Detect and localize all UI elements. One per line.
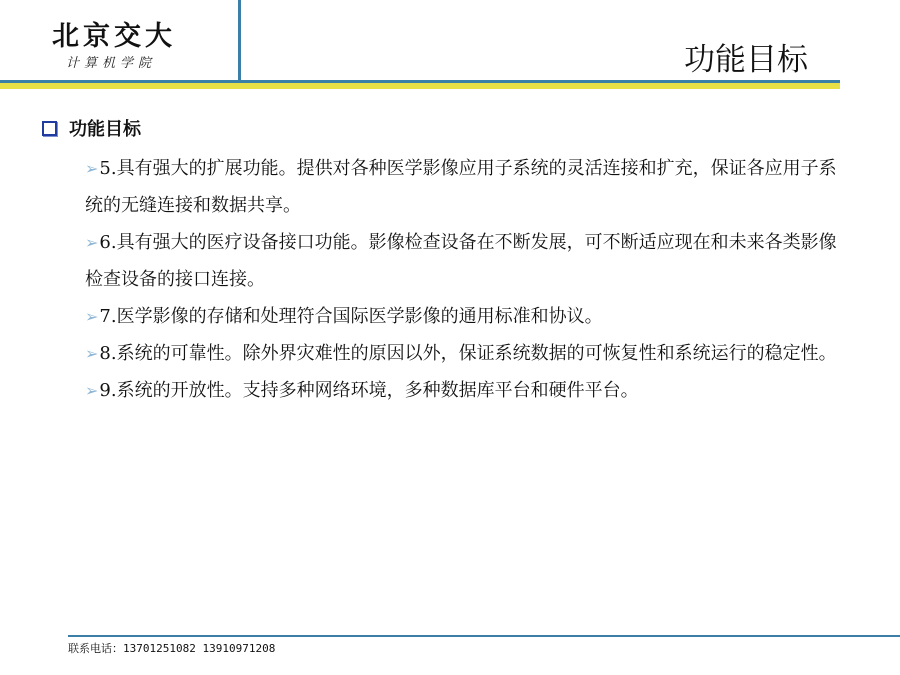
list-item [85,298,845,335]
logo-title: 北京交大 [52,21,176,52]
arrow-bullet-icon: ➢ [85,381,99,400]
section-heading-text: 功能目标 [69,119,141,140]
footer-contact: 联系电话：13701251082 13910971208 [68,642,276,655]
section-heading [42,115,141,141]
bullet-list [85,150,845,409]
slide-title: 功能目标 [684,42,808,78]
list-item [85,150,845,224]
arrow-bullet-icon: ➢ [85,233,99,252]
footer-divider [68,635,900,637]
list-item-text: 6.具有强大的医疗设备接口功能。影像检查设备在不断发展，可不断适应现在和未来各类影像检查设备的接口连接。 [85,232,837,290]
arrow-bullet-icon: ➢ [85,307,99,326]
arrow-bullet-icon: ➢ [85,344,99,363]
header-divider-yellow [0,83,840,89]
header-divider-vertical [238,0,241,82]
list-item [85,372,845,409]
list-item [85,335,845,372]
list-item-text: 9.系统的开放性。支持多种网络环境，多种数据库平台和硬件平台。 [99,380,639,401]
arrow-bullet-icon: ➢ [85,159,99,178]
list-item [85,224,845,298]
list-item-text: 5.具有强大的扩展功能。提供对各种医学影像应用子系统的灵活连接和扩充，保证各应用子系统的无缝连接和数据共享。 [85,158,837,216]
logo-subtitle: 计算机学院 [66,56,157,71]
checkbox-bullet-icon [42,121,57,136]
list-item-text: 7.医学影像的存储和处理符合国际医学影像的通用标准和协议。 [99,306,603,327]
list-item-text: 8.系统的可靠性。除外界灾难性的原因以外，保证系统数据的可恢复性和系统运行的稳定性。 [99,343,837,364]
